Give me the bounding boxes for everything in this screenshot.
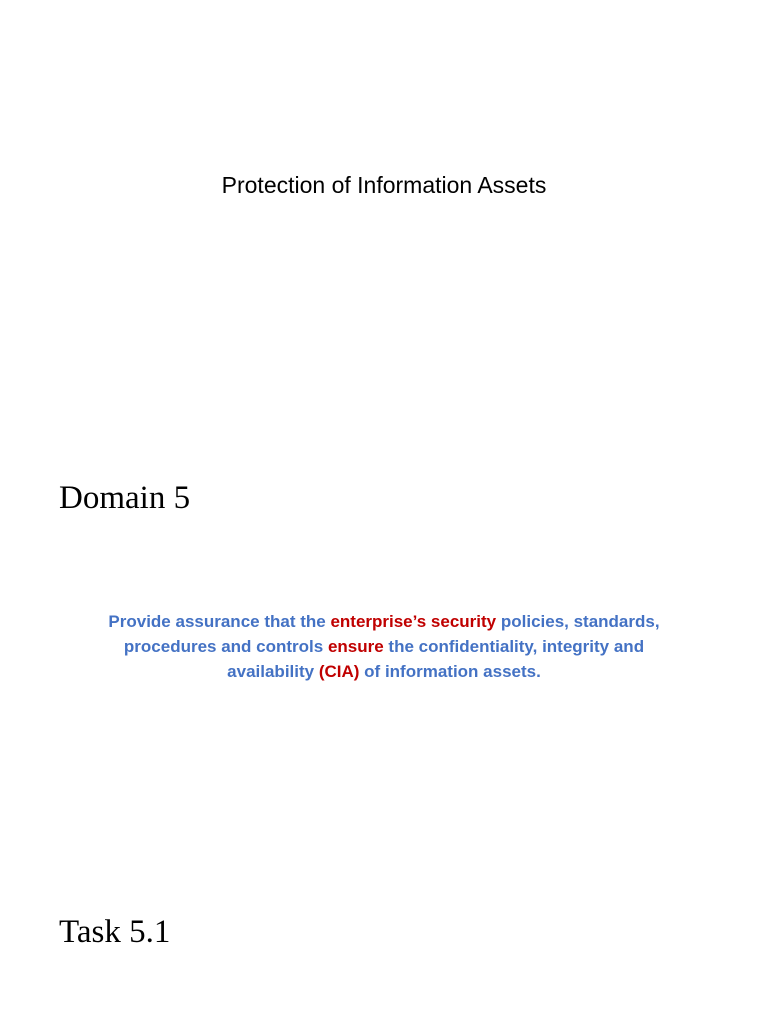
statement-text: of information assets. (359, 662, 541, 681)
page-title: Protection of Information Assets (221, 172, 547, 198)
statement-line-3 (50, 659, 718, 684)
statement-line-2 (50, 634, 718, 659)
domain-statement (50, 609, 718, 684)
statement-text: policies, standards, (496, 612, 660, 631)
statement-line-1 (50, 609, 718, 634)
statement-highlight: enterprise’s security (330, 612, 497, 631)
statement-text: Provide assurance that the (108, 612, 331, 631)
domain-heading: Domain 5 (59, 480, 191, 516)
statement-highlight: ensure (327, 637, 384, 656)
statement-highlight: (CIA) (318, 662, 360, 681)
statement-text: procedures and controls (123, 637, 328, 656)
task-heading: Task 5.1 (59, 914, 171, 950)
statement-text: availability (227, 662, 319, 681)
statement-text: the confidentiality, integrity and (383, 637, 645, 656)
